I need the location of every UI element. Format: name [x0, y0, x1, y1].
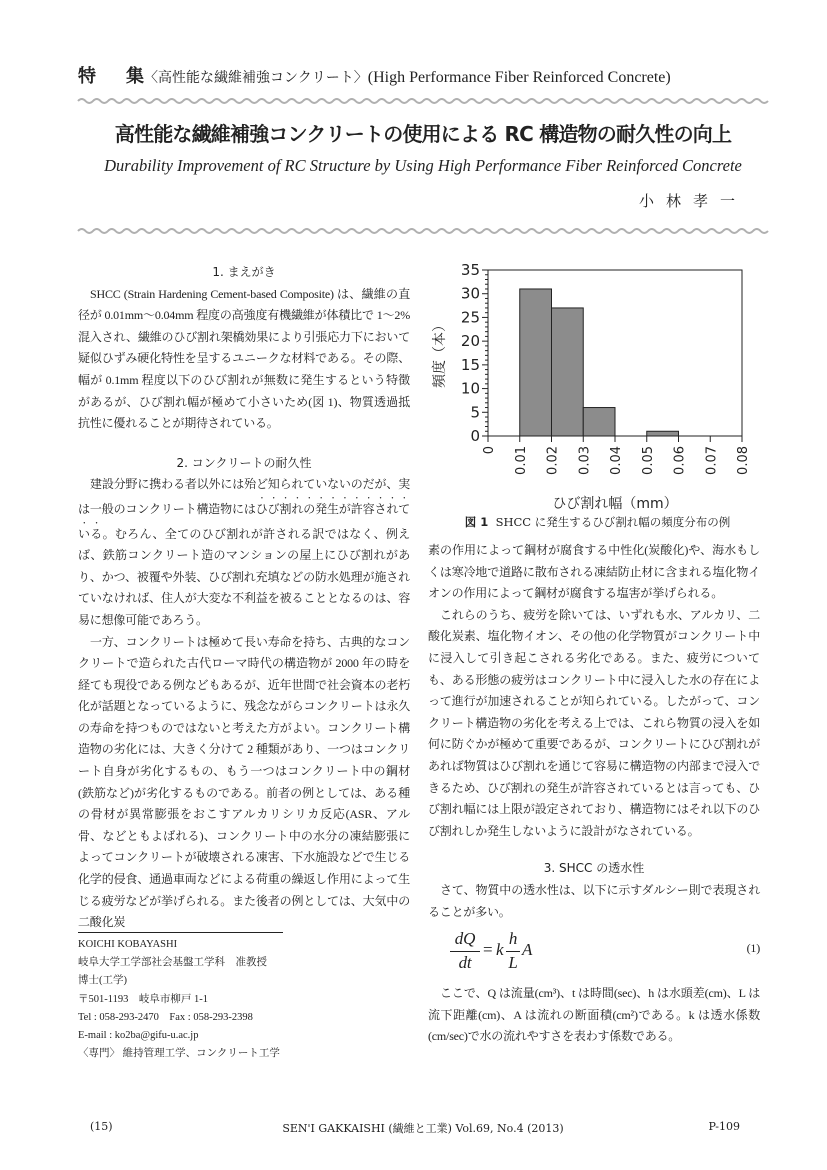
paragraph: ここで、Q は流量(cm³)、t は時間(sec)、h は水頭差(cm)、L は流下距離(cm)、A は流れの断面積(cm²)である。k は透水係数(cm/sec)で水の流れやすさを表わす係数である。 [428, 986, 760, 1044]
y-tick-label: 20 [460, 332, 480, 351]
footer-page-number: P-109 [708, 1120, 740, 1133]
section-heading-1: 1. まえがき [212, 265, 276, 279]
paragraph: 一方、コンクリートは極めて長い寿命を持ち、古典的なコンクリートで造られた古代ローマ時代の構造物が 2000 年の時を経ても現役である例などもあるが、近年世間で社会資本の老朽化が話題となっているように、残念ながらコンクリートは永久の寿命を持つものではないと考えた方がよい。コンクリート構造物の劣化には、大きく分けて 2 種類があり、一つはコンクリート自身が劣化するもの、もう一つはコンクリート中の鋼材(鉄筋など)が劣化するものである。前者の例としては、ある種の骨材が異常膨張をおこすアルカリシリカ反応(ASR、アル骨、などともよばれる)、コンクリート中の水分の凍結膨張によってコンクリートが破壊される凍害、下水施設などで生じる化学的侵食、通過車両などによる荷重の繰返し作用によって生じる疲労などが挙げられる。また後者の例としては、大気中の二酸化炭 [78, 634, 410, 930]
histogram-bar [520, 289, 552, 436]
histogram-bar [647, 431, 679, 436]
article-title: 高性能な繊維補強コンクリートの使用による RC 構造物の耐久性の向上 [114, 122, 732, 146]
series-title-en: (High Performance Fiber Reinforced Concrete) [367, 69, 671, 86]
section-heading-3: 3. SHCC の透水性 [543, 861, 645, 876]
eq-rhs-denominator: L [508, 953, 518, 973]
author-name-en: KOICHI KOBAYASHI [78, 939, 178, 950]
footer-journal: SEN'I GAKKAISHI (繊維と工業) Vol.69, No.4 (2013) [282, 1122, 564, 1135]
author-info [78, 936, 418, 1063]
eq-lhs-denominator: dt [458, 953, 472, 973]
x-tick-label: 0.08 [736, 446, 751, 475]
histogram-bar [583, 408, 615, 436]
section-spacer [428, 842, 760, 858]
x-axis-label: ひび割れ幅（mm） [552, 496, 678, 512]
paragraph [78, 474, 410, 631]
author-info-divider [78, 932, 283, 933]
y-tick-label: 5 [470, 403, 480, 422]
paragraph: さて、物質中の透水性は、以下に示すダルシー則で表現されることが多い。 [428, 882, 760, 919]
author-degree: 博士(工学) [78, 975, 127, 987]
article-subtitle: Durability Improvement of RC Structure by Using High Performance Fiber Reinforced Concrete [104, 156, 742, 175]
x-tick-label: 0.03 [577, 446, 593, 475]
x-tick-label: 0 [482, 446, 497, 455]
paragraph: SHCC (Strain Hardening Cement-based Composite) は、繊維の直径が 0.01mm〜0.04mm 程度の高強度有機繊維が体積比で 1〜2% 混入され、繊維のひび割れ架橋効果により引張応力下において疑似ひずみ硬化特性を呈するユニークな材料である。その際、幅が 0.1mm 程度以下のひび割れが無数に発生するという特徴があるが、ひび割れ幅が極めて小さいため(図 1)、物質透過抵抗性に優れることが期待されている。 [78, 286, 410, 431]
author-email[interactable]: E-mail : ko2ba@gifu-u.ac.jp [78, 1030, 199, 1042]
figure-caption-text: SHCC に発生するひび割れ幅の頻度分布の例 [495, 515, 731, 529]
x-tick-label: 0.07 [704, 446, 720, 475]
text-span: 建設分野に携わる者以外には殆ど知られていないのだが、実は一般のコンクリート構造物には [78, 477, 410, 516]
figure-1-histogram [430, 258, 765, 513]
section-heading-2: 2. コンクリートの耐久性 [176, 455, 312, 470]
figure-label: 図 1 [464, 515, 489, 529]
eq-number: (1) [746, 941, 760, 956]
eq-k: k [496, 940, 504, 960]
eq-equals: = [483, 940, 493, 960]
x-tick-label: 0.06 [672, 446, 688, 475]
page-footer [78, 1120, 768, 1136]
author-address: 〒501-1193 岐阜市柳戸 1-1 [78, 993, 208, 1005]
y-tick-label: 30 [460, 284, 480, 303]
x-tick-label: 0.05 [640, 446, 656, 475]
section-spacer [78, 435, 410, 453]
y-tick-label: 0 [470, 427, 480, 445]
y-tick-label: 35 [460, 261, 480, 279]
wave-divider-bottom [78, 226, 768, 236]
author-phone-fax: Tel : 058-293-2470 Fax : 058-293-2398 [78, 1011, 253, 1023]
eq-fraction-bar [506, 951, 520, 952]
text-span: 。むろん、全てのひび割れが許される訳ではなく、例えば、鉄筋コンクリート造のマンションの屋上にひび割れがあり、かつ、被覆や外装、ひび割れ充填などの防水処理が施されていなければ、住人が大変な不利益を被ることとなるのは、容易に想像可能であろう。 [78, 526, 410, 627]
paragraph: 素の作用によって鋼材が腐食する中性化(炭酸化)や、海水もしくは寒冷地で道路に散布される凍結防止材に含まれる塩化物イオンの作用によって鋼材が腐食する塩害が挙げられる。 [428, 543, 760, 601]
equation-darcy [450, 929, 760, 979]
eq-lhs-numerator: dQ [454, 929, 476, 949]
y-tick-label: 25 [460, 308, 480, 327]
x-tick-label: 0.04 [609, 446, 624, 475]
x-tick-label: 0.01 [513, 446, 529, 475]
series-label-shu: 集 [126, 66, 144, 87]
author-name: 小林孝一 [638, 192, 747, 210]
y-tick-label: 10 [460, 379, 480, 398]
eq-rhs-numerator: h [508, 929, 518, 949]
right-column [428, 540, 760, 1105]
series-label-toku: 特 [78, 66, 96, 87]
emphasized-text: ひび割れの発生が許容されている [78, 501, 410, 541]
eq-fraction-bar [450, 951, 480, 952]
footer-page-paren: (15) [90, 1120, 113, 1133]
left-column [78, 262, 410, 930]
eq-A: A [522, 940, 533, 960]
paragraph: これらのうち、疲労を除いては、いずれも水、アルカリ、二酸化炭素、塩化物イオン、その他の化学物質がコンクリート中に浸入して引き起こされる劣化である。また、疲労についても、ある形態の疲労はコンクリート中に浸入した水の存在によって進行が加速されることが知られている。したがって、コンクリート構造物の劣化を考える上では、これら物質の浸入を如何に防ぐかが極めて重要であるが、コンクリートにひび割れがあれば物質はひび割れを通じて容易に構造物の内部まで浸入できるため、ひび割れの発生が許容されているとは言っても、ひび割れ幅には上限が設定されており、構造物にはそれ以下のひび割れしか発生しないように設計がなされている。 [428, 607, 760, 838]
wave-divider-top [78, 96, 768, 106]
author-specialty: 〈専門〉 維持管理工学、コンクリート工学 [78, 1048, 280, 1060]
figure-caption [430, 514, 765, 530]
series-title-ja: 〈高性能な繊維補強コンクリート〉 [144, 70, 368, 86]
y-axis-label: 頻度（本） [432, 318, 448, 388]
y-tick-label: 15 [460, 355, 480, 374]
histogram-bar [552, 308, 584, 436]
series-header [78, 62, 768, 88]
x-tick-label: 0.02 [545, 446, 561, 475]
author-affiliation: 岐阜大学工学部社会基盤工学科 准教授 [78, 957, 267, 969]
